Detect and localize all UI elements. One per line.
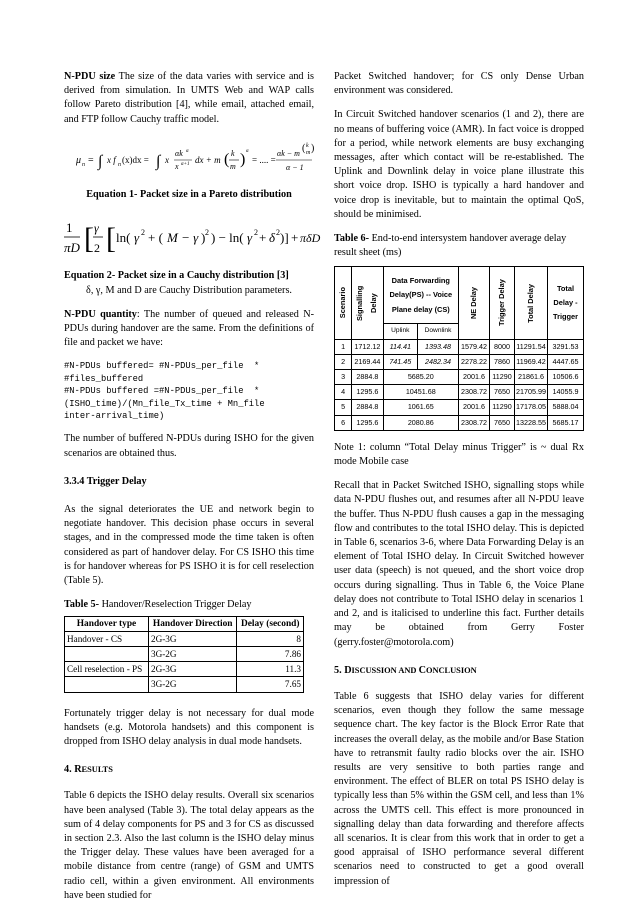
header-downlink: Downlink (418, 324, 459, 339)
svg-text:2: 2 (276, 228, 280, 238)
svg-text:γ: γ (134, 230, 140, 246)
section-3-3-4-heading: 3.3.4 Trigger Delay (64, 475, 147, 487)
svg-text:m: m (230, 161, 236, 171)
buffered-paragraph: The number of buffered N-PDUs during ISHO for the given scenarios are obtained thus. (64, 433, 314, 459)
svg-text:πδD: πδD (300, 231, 321, 246)
svg-text:k: k (231, 148, 235, 158)
svg-text:γ: γ (94, 221, 99, 236)
svg-text:x: x (175, 161, 179, 171)
svg-text:πD: πD (64, 240, 80, 256)
equation-2-caption: Equation 2- Packet size in a Cauchy distribution [3] (64, 270, 289, 282)
recall-paragraph: Recall that in Packet Switched ISHO, signalling stops while data N-PDU flushes out, and resumes after all N-PDU leave the buffer. Thus N-PDU flush causes a gap in the messaging flow and contributes to the total ISHO delay. This is depicted in Table 6, scenarios 3-6, where Data Forwarding Delay is an element of Total ISHO delay. In Circuit Switched however user data (speech) is not queued, and the short voice drop occurs during signalling. Thus in Table 6, the Voice Plane delay does not contribute to Total ISHO delay in scenarios 1 and 2, and is italicised to underline this fact. Further details may be obtained from Gerry Foster (gerry.foster@motorola.com) (334, 480, 584, 648)
fortunately-paragraph: Fortunately trigger delay is not necessary for dual mode handsets (e.g. Motorola handsets) and this component is dropped from ISHO delay analysis in dual mode handsets. (64, 707, 314, 747)
table-row: 1 1712.12 114.41 1393.48 1579.42 8000 11291.54 3291.53 (335, 339, 584, 354)
equation-2-params: δ, γ, M and D are Cauchy Distribution parameters. (86, 284, 292, 296)
svg-text:) − ln(: ) − ln( (211, 230, 244, 246)
table-5-header: Handover type (65, 616, 149, 631)
npdu-quantity-label: N-PDU quantity (64, 308, 137, 320)
table-5 (64, 616, 304, 693)
section-4-heading: 4. RESULTS (64, 764, 113, 776)
svg-text:[: [ (106, 222, 116, 256)
cauchy-equation (64, 214, 321, 262)
table-row: 3G-2G 7.65 (65, 677, 304, 692)
right-column (334, 70, 584, 899)
svg-text:): ) (311, 142, 315, 154)
svg-text:∫: ∫ (156, 152, 161, 170)
table-6-header-row (335, 267, 584, 324)
svg-text:αk − m: αk − m (277, 148, 300, 158)
left-column (64, 70, 321, 913)
table-row: 3 2884.8 5685.20 2001.6 11290 21861.6 10506.6 (335, 370, 584, 385)
svg-text:2: 2 (94, 241, 100, 256)
header-scenario: Scenario (338, 287, 347, 319)
svg-text:=: = (88, 154, 94, 166)
svg-text:(: ( (224, 150, 230, 168)
svg-text:2: 2 (205, 228, 209, 238)
svg-text:α+1: α+1 (181, 161, 190, 167)
ps-paragraph: Packet Switched handover; for CS only Dense Urban environment was considered. (334, 71, 584, 97)
svg-text:M − γ: M − γ (167, 230, 199, 246)
table-6-caption: Table 6- End-to-end intersystem handover average delay result sheet (ms) (334, 233, 567, 259)
table-row: Cell reselection - PS 2G-3G 11.3 (65, 662, 304, 677)
svg-text:1: 1 (66, 220, 73, 236)
table-row: 4 1295.6 10451.68 2308.72 7650 21705.99 14055.9 (335, 385, 584, 400)
svg-text:μ: μ (76, 154, 82, 166)
npdu-code-block: #N-PDUs buffered= #N-PDUs_per_file * #files_buffered #N-PDUs buffered =#N-PDUs_per_file * (ISHO_time)/(Mn_file_Tx_time + Mn_file inter-arrival_time) (64, 361, 265, 422)
table-5-header: Delay (second) (237, 616, 304, 631)
pareto-equation (64, 139, 314, 177)
section-5-heading: 5. DISCUSSION AND CONCLUSION (334, 664, 477, 676)
svg-text:n: n (118, 161, 121, 168)
table-6 (334, 266, 584, 430)
svg-text:2: 2 (141, 228, 145, 238)
table-row: 3G-2G 7.86 (65, 646, 304, 661)
svg-text:n: n (82, 161, 85, 168)
cs-paragraph: In Circuit Switched handover scenarios (1 and 2), there are no means of buffering voice (AMR). In fact voice is dropped for a period, while network elements are busy exchanging messages, after which contact will be re-established. The Uplink and Downlink delay in voice plane illustrate this short voice drop. ISHO is typically a hard handover and voice drop is inevitable, but to maintain the optimal QoS, should be minimised. (334, 109, 584, 220)
table-5-header: Handover Direction (148, 616, 237, 631)
svg-text:+ (: + ( (148, 230, 163, 246)
npdu-size-paragraph: N-PDU size The size of the data varies with service and is derived from simulation. In UMTS Web and WAP calls follow Pareto distribution [4], while email, attached email, and FTP follow Cauchy traffic model. (64, 71, 314, 125)
header-total-minus-trigger: Total Delay - Trigger (548, 267, 584, 339)
table-row: 5 2884.8 1061.65 2001.6 11290 17178.05 5888.04 (335, 400, 584, 415)
svg-text:γ: γ (247, 230, 253, 246)
svg-text:αk: αk (175, 148, 183, 158)
svg-text:(: ( (302, 142, 306, 154)
svg-text:+: + (259, 230, 267, 246)
svg-text:dx + m: dx + m (195, 154, 221, 165)
header-ne: NE Delay (468, 287, 478, 320)
svg-text:+: + (291, 230, 299, 246)
results-paragraph: Table 6 depicts the ISHO delay results. Overall six scenarios have been analysed (Table 3). The total delay appears as the sum of 4 delay components for PS and 3 for CS as discussed in section 2.3. Also the last column is the ISHO delay minus the Trigger delay. These values have been averaged for a mobile distance from centre (range) of GSM and UMTS radio cell, within a given environment. All environments have been studied for (64, 790, 314, 901)
equation-1-caption: Equation 1- Packet size in a Pareto distribution (86, 189, 292, 201)
svg-text:x f: x f (107, 154, 116, 165)
svg-text:m: m (306, 149, 311, 156)
svg-text:ln(: ln( (116, 230, 131, 246)
svg-text:2: 2 (254, 228, 258, 238)
svg-text:k: k (306, 142, 309, 149)
header-data-forwarding: Data Forwarding Delay(PS) -- Voice Plane delay (CS) (383, 267, 458, 324)
svg-text:δ: δ (269, 230, 276, 246)
table-row: 6 1295.6 2080.86 2308.72 7650 13228.55 5685.17 (335, 415, 584, 430)
svg-text:[: [ (84, 222, 94, 256)
table-5-header-row (65, 616, 304, 631)
table-row: 2 2169.44 741.45 2482.34 2278.22 7860 11969.42 4447.65 (335, 354, 584, 369)
svg-text:x: x (165, 154, 169, 165)
npdu-size-label: N-PDU size (64, 71, 116, 82)
note-paragraph: Note 1: column “Total Delay minus Trigger” is ~ dual Rx mode Mobile case (334, 441, 584, 468)
conclusion-paragraph: Table 6 suggests that ISHO delay varies for different scenarios, even though they follow the same message sequence chart. The key factor is the Block Error Rate that increases the overall delay, as the mobile and/or Base Station have to retransmit faulty radio blocks over the air. ISHO results are very sensitive to both parties range and environment. The effect of BLER on total PS ISHO delay is typically less than 5% within the GSM cell, and less than 1% across the UMTS cell. This effect is more pronounced in signalling delay than data forwarding and therefore affects all scenarios. It is clear from this work that in order to get a good appraisal of ISHO performance several different scenarios need to constructed to get a good overall impression of (334, 690, 584, 887)
header-trigger: Trigger Delay (496, 279, 506, 327)
svg-text:): ) (240, 150, 246, 168)
table-row: Handover - CS 2G-3G 8 (65, 631, 304, 646)
svg-text:∫: ∫ (98, 152, 103, 170)
trigger-delay-paragraph: As the signal deteriorates the UE and network begin to negotiate handover. This decision phase occurs in several stages, and in the compressed mode the time taken is often considered as part of handover delay. For CS ISHO this time is for handover whereas for PS ISHO it is for cell reselection (Table 5). (64, 504, 314, 587)
svg-text:): ) (201, 230, 206, 246)
svg-text:α: α (186, 148, 189, 154)
header-total: Total Delay (525, 283, 535, 323)
table-5-caption: Table 5- Handover/Reselection Trigger Delay (64, 599, 252, 611)
svg-text:= .... =: = .... = (252, 154, 276, 165)
svg-text:(x)dx =: (x)dx = (122, 154, 149, 165)
svg-text:)]: )] (280, 230, 289, 246)
header-uplink: Uplink (383, 324, 417, 339)
npdu-quantity-paragraph: N-PDU quantity: The number of queued and released N-PDUs during handover are the same. From the definitions of file and packet we have: (64, 308, 314, 349)
svg-text:α − 1: α − 1 (286, 162, 304, 172)
svg-text:α: α (246, 148, 249, 154)
header-signalling: Signalling Delay (355, 285, 379, 321)
